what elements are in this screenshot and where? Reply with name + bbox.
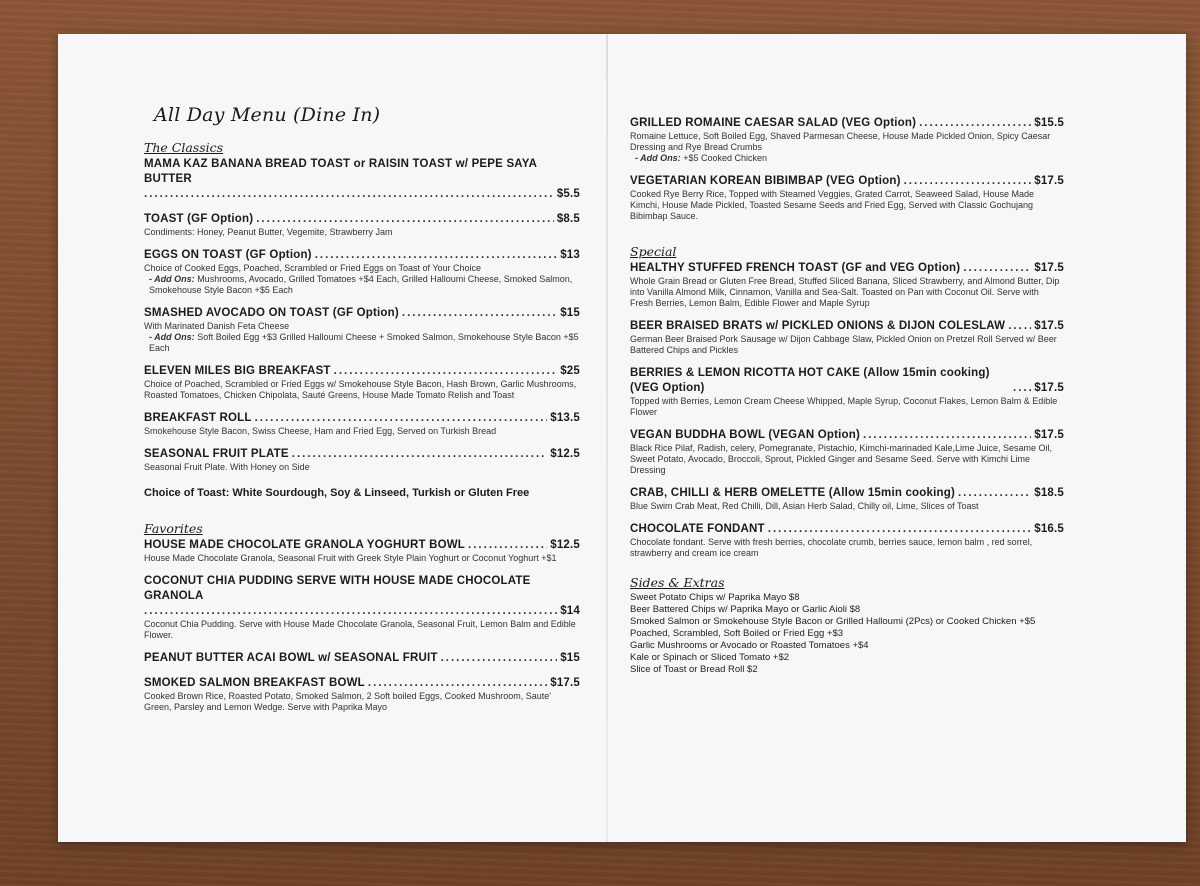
item-header bbox=[144, 212, 580, 227]
item-header bbox=[630, 428, 1064, 443]
item-price: $18.5 bbox=[1034, 487, 1064, 499]
item-header bbox=[630, 486, 1064, 501]
menu-item bbox=[630, 261, 1064, 309]
item-header bbox=[144, 651, 580, 666]
item-header bbox=[144, 447, 580, 462]
item-name: TOAST (GF Option) bbox=[144, 213, 254, 225]
toast-choice-note: Choice of Toast: White Sourdough, Soy & Linseed, Turkish or Gluten Free bbox=[144, 487, 530, 499]
dot-leader bbox=[863, 428, 1031, 443]
item-price: $17.5 bbox=[1034, 175, 1064, 187]
section-heading-classics: The Classics bbox=[144, 140, 224, 155]
item-description: House Made Chocolate Granola, Seasonal Fruit with Greek Style Plain Yoghurt or Coconut Yoghurt +$1 bbox=[144, 553, 557, 563]
item-header bbox=[144, 538, 580, 553]
menu-item bbox=[630, 428, 1064, 476]
item-description: Whole Grain Bread or Gluten Free Bread, Stuffed Sliced Banana, Sliced Strawberry, and Almond Butter, Dip into Vanilla Almond Milk, Cinnamon, Vanilla and Sea-Salt. Toasted on Pan with Coconut Oil. Serve with Fresh Berries, Lemon Balm, Edible Flower and Maple Syrup bbox=[630, 276, 1060, 308]
item-header bbox=[630, 319, 1064, 334]
item-price: $15 bbox=[560, 307, 580, 319]
section-heading-special: Special bbox=[630, 244, 677, 259]
dot-leader bbox=[768, 522, 1031, 537]
menu-item bbox=[630, 116, 1064, 164]
sides-item: Smoked Salmon or Smokehouse Style Bacon or Grilled Halloumi (2Pcs) or Cooked Chicken +$5 bbox=[630, 616, 1036, 627]
item-name: CHOCOLATE FONDANT bbox=[630, 523, 765, 535]
item-header bbox=[630, 366, 1064, 396]
item-price: $12.5 bbox=[550, 448, 580, 460]
sides-item: Slice of Toast or Bread Roll $2 bbox=[630, 664, 758, 675]
menu-item bbox=[144, 212, 580, 238]
item-name: VEGETARIAN KOREAN BIBIMBAP (VEG Option) bbox=[630, 175, 901, 187]
item-name: BEER BRAISED BRATS w/ PICKLED ONIONS & DIJON COLESLAW bbox=[630, 320, 1006, 332]
item-description: Seasonal Fruit Plate. With Honey on Side bbox=[144, 462, 310, 472]
menu-item bbox=[144, 447, 580, 473]
item-header bbox=[630, 116, 1064, 131]
item-name: HOUSE MADE CHOCOLATE GRANOLA YOGHURT BOWL bbox=[144, 539, 466, 551]
item-price: $16.5 bbox=[1034, 523, 1064, 535]
item-price: $17.5 bbox=[1034, 429, 1064, 441]
item-name: SMASHED AVOCADO ON TOAST (GF Option) bbox=[144, 307, 399, 319]
item-header bbox=[630, 174, 1064, 189]
item-price: $15.5 bbox=[1034, 117, 1064, 129]
sides-item: Kale or Spinach or Sliced Tomato +$2 bbox=[630, 652, 790, 663]
menu-item bbox=[144, 574, 580, 641]
item-header bbox=[630, 522, 1064, 537]
page-fold bbox=[606, 34, 608, 842]
item-description: Choice of Cooked Eggs, Poached, Scrambled or Fried Eggs on Toast of Your Choice bbox=[144, 263, 482, 273]
addons-label: - Add Ons: bbox=[149, 332, 195, 342]
item-name: SMOKED SALMON BREAKFAST BOWL bbox=[144, 677, 365, 689]
item-description: Choice of Poached, Scrambled or Fried Eggs w/ Smokehouse Style Bacon, Hash Brown, Garlic Mushrooms, Roasted Tomatoes, Chicken Chipolata, Sauté Greens, House Made Tomato Relish and Toast bbox=[144, 379, 577, 400]
item-description: Smokehouse Style Bacon, Swiss Cheese, Ham and Fried Egg, Served on Turkish Bread bbox=[144, 426, 497, 436]
item-addons bbox=[144, 274, 580, 296]
addons-text: Soft Boiled Egg +$3 Grilled Halloumi Cheese + Smoked Salmon, Smokehouse Style Bacon +$5 Each bbox=[149, 332, 579, 353]
right-column bbox=[630, 116, 1064, 676]
item-name: PEANUT BUTTER ACAI BOWL w/ SEASONAL FRUIT bbox=[144, 652, 438, 664]
item-name: ELEVEN MILES BIG BREAKFAST bbox=[144, 365, 331, 377]
item-name: EGGS ON TOAST (GF Option) bbox=[144, 249, 312, 261]
item-price: $12.5 bbox=[550, 539, 580, 551]
sides-item: Poached, Scrambled, Soft Boiled or Fried Egg +$3 bbox=[630, 628, 844, 639]
item-addons bbox=[630, 153, 1064, 164]
section-heading-favorites: Favorites bbox=[144, 521, 203, 536]
item-price: $15 bbox=[560, 652, 580, 664]
dot-leader bbox=[315, 248, 558, 263]
dot-leader bbox=[958, 486, 1031, 501]
dot-leader bbox=[334, 364, 558, 379]
menu-item bbox=[144, 157, 580, 202]
item-price: $25 bbox=[560, 365, 580, 377]
dot-leader bbox=[963, 261, 1031, 276]
item-header bbox=[144, 248, 580, 263]
dot-leader bbox=[255, 411, 548, 426]
item-description: Cooked Brown Rice, Roasted Potato, Smoked Salmon, 2 Soft boiled Eggs, Cooked Mushroom, Saute' Green, Parsley and Lemon Wedge. Serve with Paprika Mayo bbox=[144, 691, 551, 712]
dot-leader bbox=[402, 306, 557, 321]
menu-item bbox=[630, 486, 1064, 512]
menu-item bbox=[630, 319, 1064, 356]
item-header bbox=[144, 364, 580, 379]
sides-item: Garlic Mushrooms or Avocado or Roasted Tomatoes +$4 bbox=[630, 640, 869, 651]
item-description: Blue Swim Crab Meat, Red Chilli, Dill, Asian Herb Salad, Chilly oil, Lime, Slices of Toast bbox=[630, 501, 979, 511]
dot-leader bbox=[144, 604, 557, 619]
item-price: $5.5 bbox=[556, 188, 580, 200]
menu-item bbox=[144, 538, 580, 564]
item-name: VEGAN BUDDHA BOWL (VEGAN Option) bbox=[630, 429, 860, 441]
menu-item bbox=[630, 366, 1064, 418]
item-price-row bbox=[144, 604, 580, 619]
addons-label: - Add Ons: bbox=[635, 153, 681, 163]
sides-item: Sweet Potato Chips w/ Paprika Mayo $8 bbox=[630, 592, 800, 603]
item-header bbox=[144, 157, 580, 187]
item-description: With Marinated Danish Feta Cheese bbox=[144, 321, 290, 331]
dot-leader bbox=[468, 538, 547, 553]
dot-leader bbox=[256, 212, 554, 227]
dot-leader bbox=[1008, 319, 1031, 334]
item-name: SEASONAL FRUIT PLATE bbox=[144, 448, 289, 460]
item-price: $17.5 bbox=[550, 677, 580, 689]
item-description: Topped with Berries, Lemon Cream Cheese Whipped, Maple Syrup, Coconut Flakes, Lemon Balm & Edible Flower bbox=[630, 396, 1058, 417]
item-name: BREAKFAST ROLL bbox=[144, 412, 252, 424]
item-price: $13.5 bbox=[550, 412, 580, 424]
item-description: Chocolate fondant. Serve with fresh berries, chocolate crumb, berries sauce, lemon balm , red sorrel, strawberry and cream ice cream bbox=[630, 537, 1033, 558]
dot-leader bbox=[904, 174, 1032, 189]
menu-item bbox=[144, 306, 580, 354]
menu-title: All Day Menu (Dine In) bbox=[154, 104, 381, 126]
menu-item bbox=[144, 651, 580, 666]
item-header bbox=[144, 411, 580, 426]
dot-leader bbox=[368, 676, 547, 691]
item-header bbox=[144, 676, 580, 691]
menu-sheet bbox=[58, 34, 1186, 842]
item-price: $8.5 bbox=[556, 213, 580, 225]
item-name: HEALTHY STUFFED FRENCH TOAST (GF and VEG Option) bbox=[630, 262, 961, 274]
item-description: Black Rice Pilaf, Radish, celery, Pomegranate, Pistachio, Kimchi-marinaded Kale,Lime Juice, Sesame Oil, Sweet Potato, Avocado, Broccoli, Sprout, Pickled Ginger and Sesame Seed. Serve with Kimchi Lime Dressing bbox=[630, 443, 1053, 475]
item-name: MAMA KAZ BANANA BREAD TOAST or RAISIN TOAST w/ PEPE SAYA BUTTER bbox=[144, 158, 537, 185]
item-price: $17.5 bbox=[1034, 382, 1064, 394]
dot-leader bbox=[1013, 381, 1031, 396]
item-header bbox=[144, 574, 580, 604]
item-header bbox=[630, 261, 1064, 276]
menu-item bbox=[144, 676, 580, 713]
item-name: BERRIES & LEMON RICOTTA HOT CAKE (Allow 15min cooking) (VEG Option) bbox=[630, 367, 990, 394]
dot-leader bbox=[919, 116, 1031, 131]
menu-item bbox=[144, 364, 580, 401]
section-heading-sides: Sides & Extras bbox=[630, 575, 725, 590]
menu-item bbox=[144, 411, 580, 437]
item-name: GRILLED ROMAINE CAESAR SALAD (VEG Option) bbox=[630, 117, 917, 129]
item-price: $17.5 bbox=[1034, 262, 1064, 274]
menu-item bbox=[630, 522, 1064, 559]
item-description: Cooked Rye Berry Rice, Topped with Steamed Veggies, Grated Carrot, Seaweed Salad, House Made Kimchi, House Made Pickled, Toasted Sesame Seeds and Fried Egg, Served with Classic Gochujang Bibimbap Sauce. bbox=[630, 189, 1035, 221]
item-price-row bbox=[144, 187, 580, 202]
dot-leader bbox=[292, 447, 547, 462]
addons-text: Mushrooms, Avocado, Grilled Tomatoes +$4 Each, Grilled Halloumi Cheese, Smoked Salmon, Smokehouse Style Bacon +$5 Each bbox=[149, 274, 573, 295]
item-addons bbox=[144, 332, 580, 354]
item-description: German Beer Braised Pork Sausage w/ Dijon Cabbage Slaw, Pickled Onion on Pretzel Roll Served w/ Beer Battered Chips and Pickles bbox=[630, 334, 1057, 355]
addons-label: - Add Ons: bbox=[149, 274, 195, 284]
dot-leader bbox=[441, 651, 558, 666]
dot-leader bbox=[144, 187, 554, 202]
item-description: Romaine Lettuce, Soft Boiled Egg, Shaved Parmesan Cheese, House Made Pickled Onion, Spicy Caesar Dressing and Rye Bread Crumbs bbox=[630, 131, 1051, 152]
item-description: Coconut Chia Pudding. Serve with House Made Chocolate Granola, Seasonal Fruit, Lemon Balm and Edible Flower. bbox=[144, 619, 576, 640]
item-header bbox=[144, 306, 580, 321]
item-price: $14 bbox=[560, 605, 580, 617]
item-name: COCONUT CHIA PUDDING SERVE WITH HOUSE MADE CHOCOLATE GRANOLA bbox=[144, 575, 531, 602]
addons-text: +$5 Cooked Chicken bbox=[683, 153, 767, 163]
left-column bbox=[144, 104, 580, 723]
menu-item bbox=[144, 248, 580, 296]
item-price: $17.5 bbox=[1034, 320, 1064, 332]
item-name: CRAB, CHILLI & HERB OMELETTE (Allow 15min cooking) bbox=[630, 487, 955, 499]
item-description: Condiments: Honey, Peanut Butter, Vegemite, Strawberry Jam bbox=[144, 227, 393, 237]
item-price: $13 bbox=[560, 249, 580, 261]
menu-item bbox=[630, 174, 1064, 222]
sides-item: Beer Battered Chips w/ Paprika Mayo or Garlic Aioli $8 bbox=[630, 604, 861, 615]
